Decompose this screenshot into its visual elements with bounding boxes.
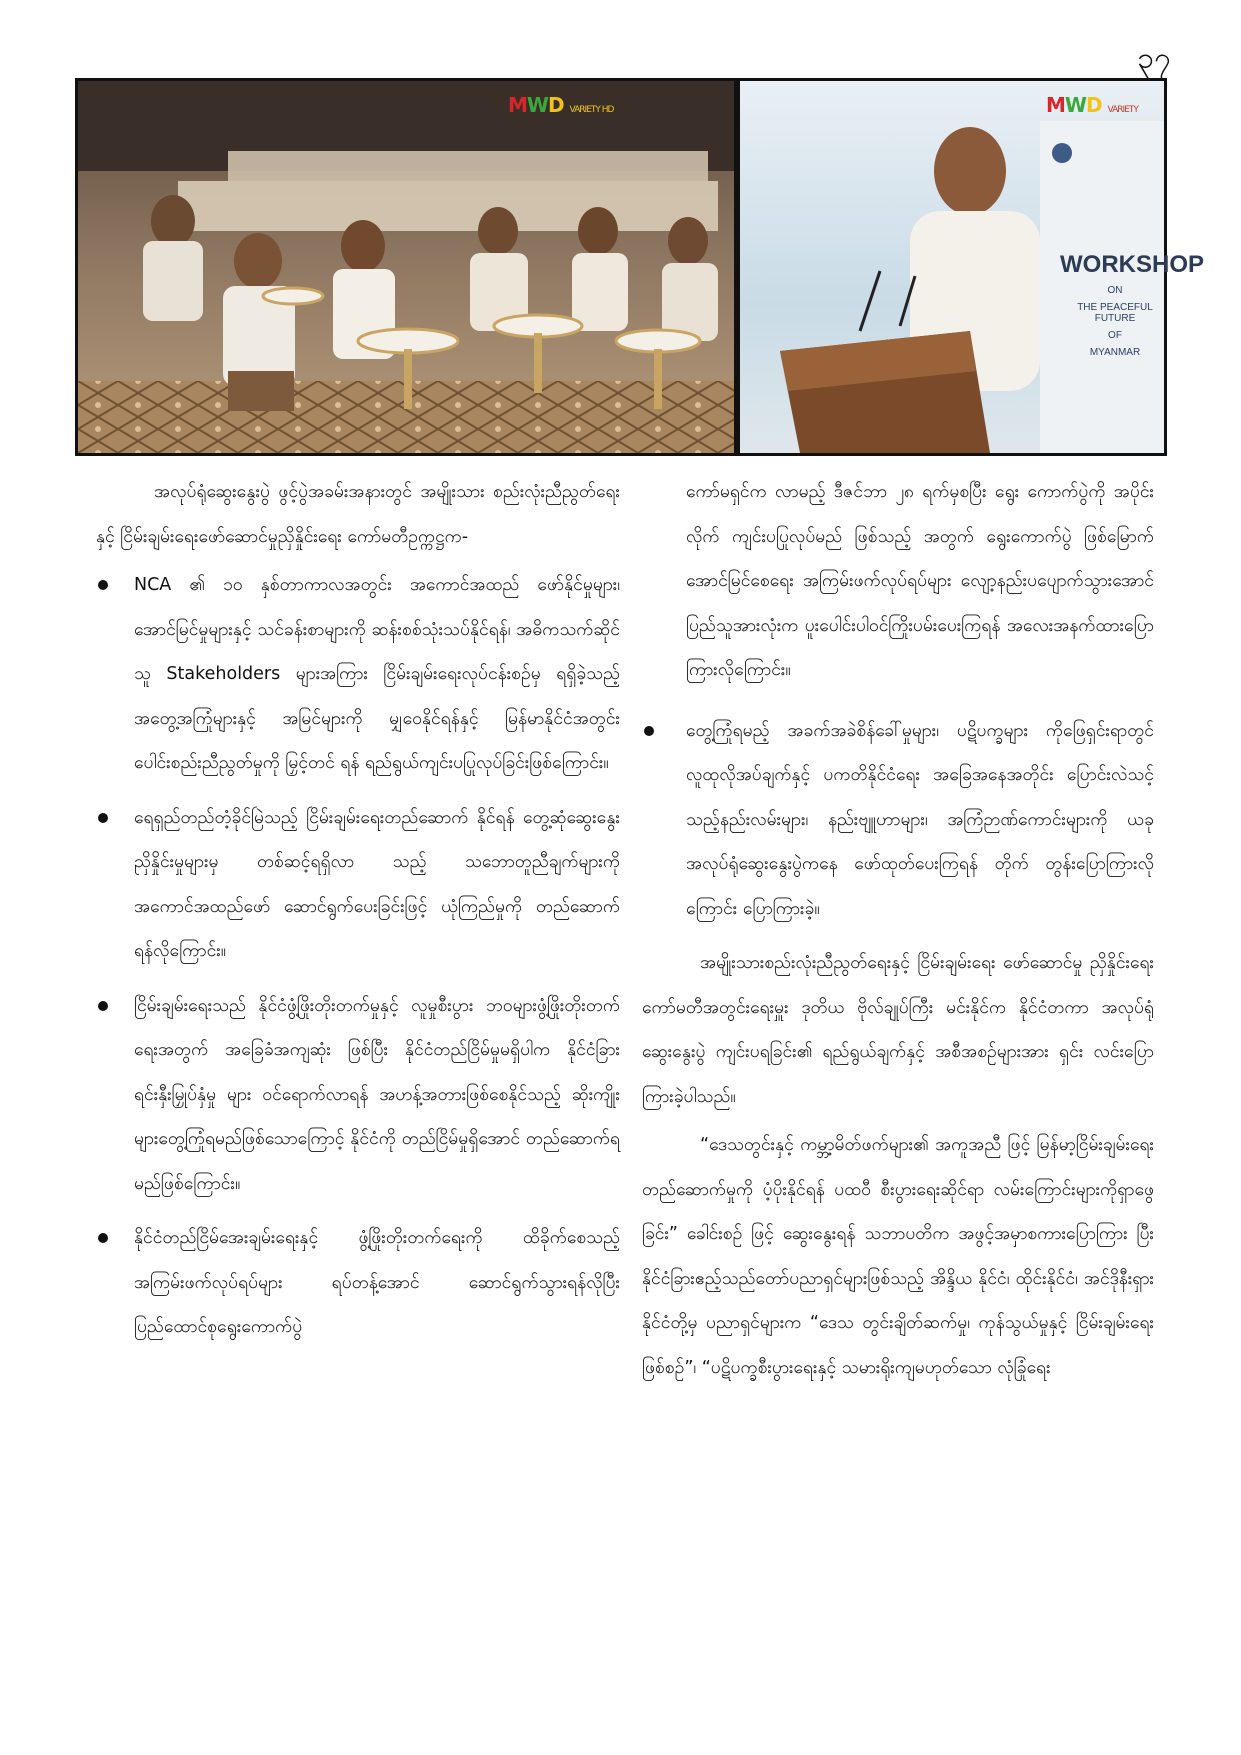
bullet-icon xyxy=(644,726,654,736)
secretary-paragraph: အမျိုးသားစည်းလုံးညီညွတ်ရေးနှင့် ငြိမ်းချမ်းရေး ဖော်ဆောင်မှု ညှိနှိုင်းရေးကော်မတီအတွင်းရေးမှူး ဒုတိယ ဗိုလ်ချုပ်ကြီး မင်းနိုင်က နိုင်ငံတကာ အလုပ်ရုံဆွေးနွေးပွဲ ကျင်းပရခြင်း၏ ရည်ရွယ်ချက်နှင့် အစီအစဉ်များအား ရှင်း လင်းပြောကြားခဲ့ပါသည်။ xyxy=(642,953,1154,1107)
workshop-line-3: OF xyxy=(1108,330,1122,341)
bullet-item-4 xyxy=(96,1216,620,1350)
workshop-line-1: ON xyxy=(1107,285,1123,296)
workshop-line-4: MYANMAR xyxy=(1089,347,1141,358)
bullet-text-3: ငြိမ်းချမ်းရေးသည် နိုင်ငံဖွံ့ဖြိုးတိုးတက်မှုနှင့် လူမှုစီးပွား ဘဝများဖွံ့ဖြိုးတိုးတက်ရေးအတွက် အခြေခံအကျဆုံး ဖြစ်ပြီး နိုင်ငံတည်ငြိမ်မှုမရှိပါက နိုင်ငံခြားရင်းနှီးမြှုပ်နှံမှု များ ဝင်ရောက်လာရန် အဟန့်အတားဖြစ်စေနိုင်သည့် ဆိုးကျိုးများတွေ့ကြုံရမည်ဖြစ်သောကြောင့် နိုင်ငံကို တည်ငြိမ်မှုရှိအောင် တည်ဆောက်ရမည်ဖြစ်ကြောင်း။ xyxy=(134,995,620,1194)
bullet-item-3 xyxy=(96,984,620,1207)
bullet-text-1: NCA ၏ ၁၀ နှစ်တာကာလအတွင်း အကောင်အထည် ဖော်နိုင်မှုများ၊ အောင်မြင်မှုများနှင့် သင်ခန်းစာများကို ဆန်းစစ်သုံးသပ်နိုင်ရန်၊ အဓိကသက်ဆိုင်သူ Stakeholders များအကြား ငြိမ်းချမ်းရေးလုပ်ငန်းစဉ်မှ ရရှိခဲ့သည့် အတွေ့အကြုံများနှင့် အမြင်များကို မျှဝေနိုင်ရန်နှင့် မြန်မာနိုင်ငံအတွင်း ပေါင်းစည်းညီညွတ်မှုကို မြှင့်တင် ရန် ရည်ရွယ်ကျင်းပပြုလုပ်ခြင်းဖြစ်ကြောင်း။ xyxy=(134,575,620,773)
bullet-icon xyxy=(98,1233,108,1243)
right-column xyxy=(642,470,1154,1394)
continuation-paragraph: ကော်မရှင်က လာမည့် ဒီဇင်ဘာ ၂၈ ရက်မှစပြီး ရွေး ကောက်ပွဲကို အပိုင်းလိုက် ကျင်းပပြုလုပ်မည် ဖြစ်သည့် အတွက် ရွေးကောက်ပွဲ ဖြစ်မြောက်အောင်မြင်စေရေး အကြမ်းဖက်လုပ်ရပ်များ လျော့နည်းပပျောက်သွားအောင် ပြည်သူအားလုံးက ပူးပေါင်းပါဝင်ကြိုးပမ်းပေးကြရန် အလေးအနက်ထားပြောကြားလိုကြောင်း။ xyxy=(686,482,1154,680)
bullet-text-5: တွေ့ကြုံရမည့် အခက်အခဲစိန်ခေါ်မှုများ၊ ပဋိပက္ခများ ကိုဖြေရှင်းရာတွင် လူထုလိုအပ်ချက်နှင့် ပကတိနိုင်ငံရေး အခြေအနေအတိုင်း ပြောင်းလဲသင့်သည့်နည်းလမ်းများ၊ နည်းဗျူဟာများ၊ အကြံဉာဏ်ကောင်းများကို ယခု အလုပ်ရုံဆွေးနွေးပွဲကနေ ဖော်ထုတ်ပေးကြရန် တိုက် တွန်းပြောကြားလိုကြောင်း ပြောကြားခဲ့။ xyxy=(686,720,1154,919)
intro-paragraph: အလုပ်ရုံဆွေးနွေးပွဲ ဖွင့်ပွဲအခမ်းအနားတွင် အမျိုးသား စည်းလုံးညီညွတ်ရေးနှင့် ငြိမ်းချမ်းရေးဖော်ဆောင်မှုညှိနှိုင်းရေး ကော်မတီဥက္ကဋ္ဌက- xyxy=(96,482,620,547)
audience-photo-image xyxy=(78,81,734,453)
page-number: ၃၇ xyxy=(1137,41,1171,76)
photo-strip xyxy=(75,78,1204,456)
workshop-topic-paragraph: “ဒေသတွင်းနှင့် ကမ္ဘာ့မိတ်ဖက်များ၏ အကူအညီ ဖြင့် မြန်မာ့ငြိမ်းချမ်းရေး တည်ဆောက်မှုကို ပံ့ပိုးနိုင်ရန် ပထဝီ စီးပွားရေးဆိုင်ရာ လမ်းကြောင်းများကိုရှာဖွေခြင်း” ခေါင်းစဉ် ဖြင့် ဆွေးနွေးရန် သဘာပတိက အဖွင့်အမှာစကားပြောကြား ပြီး နိုင်ငံခြားဧည့်သည်တော်ပညာရှင်များဖြစ်သည့် အိန္ဒိယ နိုင်ငံ၊ ထိုင်းနိုင်ငံ၊ အင်ဒိုနီးရှားနိုင်ငံတို့မှ ပညာရှင်များက “ဒေသ တွင်းချိတ်ဆက်မှု၊ ကုန်သွယ်မှုနှင့် ငြိမ်းချမ်းရေးဖြစ်စဉ်”၊ “ပဋိပက္ခစီးပွားရေးနှင့် သမားရိုးကျမဟုတ်သော လုံခြုံရေး xyxy=(642,1135,1154,1378)
bullet-text-4: နိုင်ငံတည်ငြိမ်အေးချမ်းရေးနှင့် ဖွံ့ဖြိုးတိုးတက်ရေးကို ထိခိုက်စေသည့် အကြမ်းဖက်လုပ်ရပ်များ ရပ်တန့်အောင် ဆောင်ရွက်သွားရန်လိုပြီး ပြည်ထောင်စုရွေးကောက်ပွဲ xyxy=(134,1228,620,1337)
bullet-icon xyxy=(98,580,108,590)
workshop-title: WORKSHOP xyxy=(1060,251,1204,278)
bullet-icon xyxy=(98,1001,108,1011)
bullet-item-2 xyxy=(96,796,620,974)
left-column xyxy=(96,470,620,1360)
workshop-line-2: THE PEACEFUL FUTURE xyxy=(1077,302,1153,324)
bullet-text-2: ရေရှည်တည်တံ့ခိုင်မြဲသည့် ငြိမ်းချမ်းရေးတည်ဆောက် နိုင်ရန် တွေ့ဆုံဆွေးနွေးညှိနှိုင်းမှုများမှ တစ်ဆင့်ရရှိလာ သည့် သဘောတူညီချက်များကို အကောင်အထည်ဖော် ဆောင်ရွက်ပေးခြင်းဖြင့် ယုံကြည်မှုကို တည်ဆောက် ရန်လိုကြောင်း။ xyxy=(134,807,620,961)
bullet-icon xyxy=(98,813,108,823)
photo-audience xyxy=(78,81,734,453)
mwd-watermark-right: MWD VARIETY xyxy=(1046,93,1138,117)
photo-speaker xyxy=(740,81,1204,453)
bullet-item-5 xyxy=(642,709,1154,932)
workshop-banner xyxy=(1060,251,1204,358)
mwd-watermark-left: MWD VARIETY HD xyxy=(508,93,614,117)
bullet-item-1 xyxy=(96,563,620,786)
